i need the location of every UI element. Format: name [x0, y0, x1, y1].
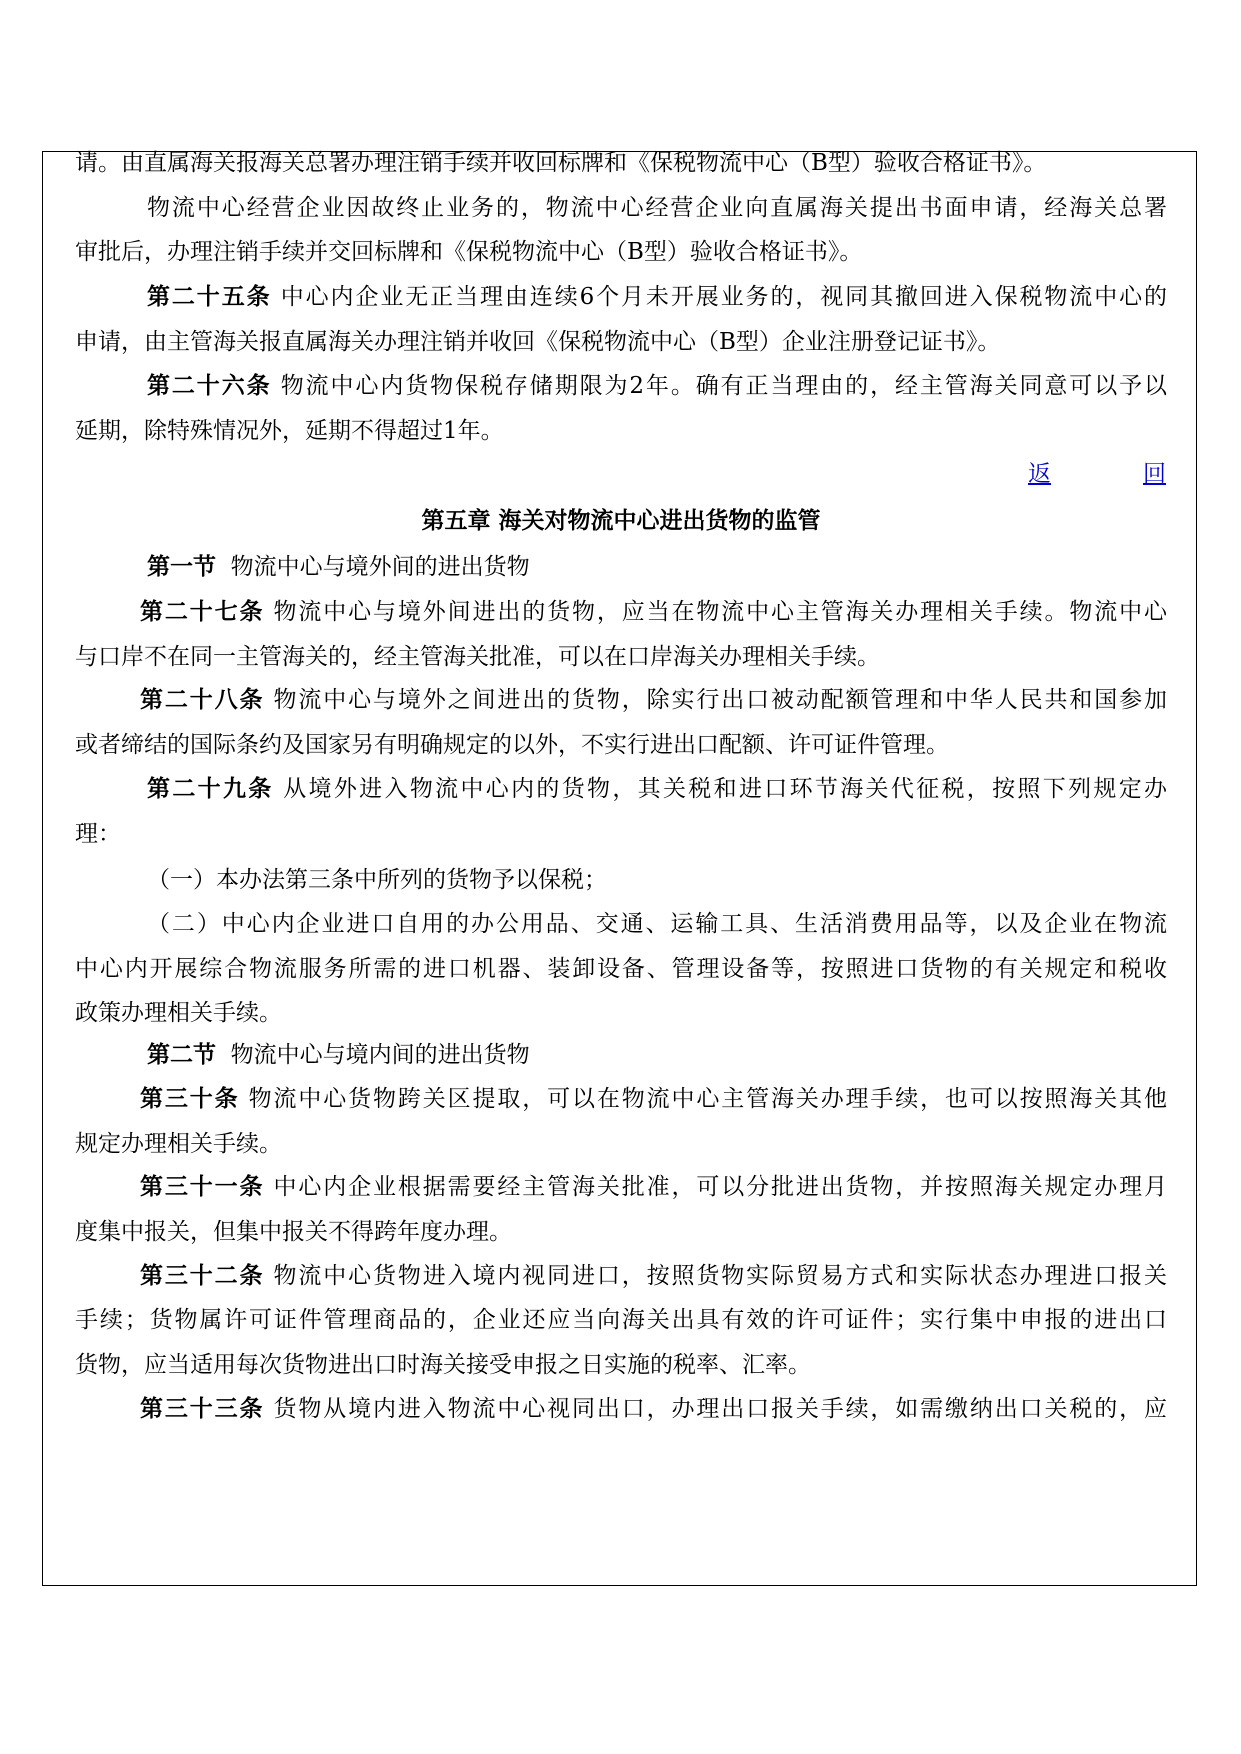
- list-item: （一）本办法第三条中所列的货物予以保税；: [147, 867, 607, 893]
- paragraph-line: 货物，应当适用每次货物进出口时海关接受申报之日实施的税率、汇率。: [75, 1352, 811, 1378]
- paragraph-line: 申请，由主管海关报直属海关办理注销并收回《保税物流中心（B型）企业注册登记证书》。: [75, 329, 1001, 355]
- article-32: 第三十二条 物流中心货物进入境内视同进口，按照货物实际贸易方式和实际状态办理进口报关: [140, 1262, 1168, 1289]
- article-29: 第二十九条 从境外进入物流中心内的货物，其关税和进口环节海关代征税，按照下列规定办: [147, 775, 1168, 802]
- back-link-char: 返: [1028, 461, 1051, 487]
- article-30: 第三十条 物流中心货物跨关区提取，可以在物流中心主管海关办理手续，也可以按照海关其他: [140, 1085, 1168, 1112]
- paragraph-line: 物流中心经营企业因故终止业务的，物流中心经营企业向直属海关提出书面申请，经海关总署: [147, 195, 1167, 221]
- article-27: 第二十七条 物流中心与境外间进出的货物，应当在物流中心主管海关办理相关手续。物流中心: [140, 598, 1168, 625]
- article-heading: 第二十八条: [140, 686, 265, 713]
- chapter-title: 第五章 海关对物流中心进出货物的监管: [421, 507, 821, 534]
- article-heading: 第二十九条: [147, 775, 274, 802]
- back-link-char: 回: [1143, 461, 1166, 487]
- paragraph-line: 规定办理相关手续。: [75, 1131, 282, 1157]
- article-31: 第三十一条 中心内企业根据需要经主管海关批准，可以分批进出货物，并按照海关规定办理月: [140, 1173, 1168, 1200]
- section-number: 第二节: [147, 1041, 216, 1068]
- article-heading: 第二十六条: [147, 372, 272, 399]
- list-item: （二）中心内企业进口自用的办公用品、交通、运输工具、生活消费用品等，以及企业在物流: [147, 911, 1167, 937]
- paragraph-line: 手续；货物属许可证件管理商品的，企业还应当向海关出具有效的许可证件；实行集中申报的进出口: [75, 1307, 1167, 1333]
- article-heading: 第三十条: [140, 1085, 240, 1112]
- article-heading: 第三十二条: [140, 1262, 265, 1289]
- paragraph-line: 与口岸不在同一主管海关的，经主管海关批准，可以在口岸海关办理相关手续。: [75, 644, 880, 670]
- section-heading: 第一节 物流中心与境外间的进出货物: [147, 553, 530, 580]
- back-link[interactable]: [1028, 460, 1166, 488]
- paragraph-line: 中心内开展综合物流服务所需的进口机器、装卸设备、管理设备等，按照进口货物的有关规定和税收: [75, 956, 1167, 982]
- article-26: 第二十六条 物流中心内货物保税存储期限为2年。确有正当理由的，经主管海关同意可以予以: [147, 372, 1168, 399]
- article-28: 第二十八条 物流中心与境外之间进出的货物，除实行出口被动配额管理和中华人民共和国参加: [140, 686, 1168, 713]
- article-heading: 第二十五条: [147, 283, 272, 310]
- article-25: 第二十五条 中心内企业无正当理由连续6个月未开展业务的，视同其撤回进入保税物流中心的: [147, 283, 1168, 310]
- paragraph-line: 政策办理相关手续。: [75, 1000, 282, 1026]
- paragraph-line: 延期，除特殊情况外，延期不得超过1年。: [75, 418, 504, 444]
- paragraph-line: 审批后，办理注销手续并交回标牌和《保税物流中心（B型）验收合格证书》。: [75, 239, 863, 265]
- article-heading: 第三十一条: [140, 1173, 265, 1200]
- paragraph-line: 请。由直属海关报海关总署办理注销手续并收回标牌和《保税物流中心（B型）验收合格证书》。: [75, 150, 1047, 176]
- section-heading: 第二节 物流中心与境内间的进出货物: [147, 1041, 530, 1068]
- paragraph-line: 或者缔结的国际条约及国家另有明确规定的以外，不实行进出口配额、许可证件管理。: [75, 732, 949, 758]
- paragraph-line: 度集中报关，但集中报关不得跨年度办理。: [75, 1219, 512, 1245]
- section-number: 第一节: [147, 553, 216, 580]
- article-heading: 第二十七条: [140, 598, 265, 625]
- paragraph-line: 理：: [75, 821, 121, 847]
- article-heading: 第三十三条: [140, 1395, 265, 1422]
- article-33: 第三十三条 货物从境内进入物流中心视同出口，办理出口报关手续，如需缴纳出口关税的，应: [140, 1395, 1168, 1422]
